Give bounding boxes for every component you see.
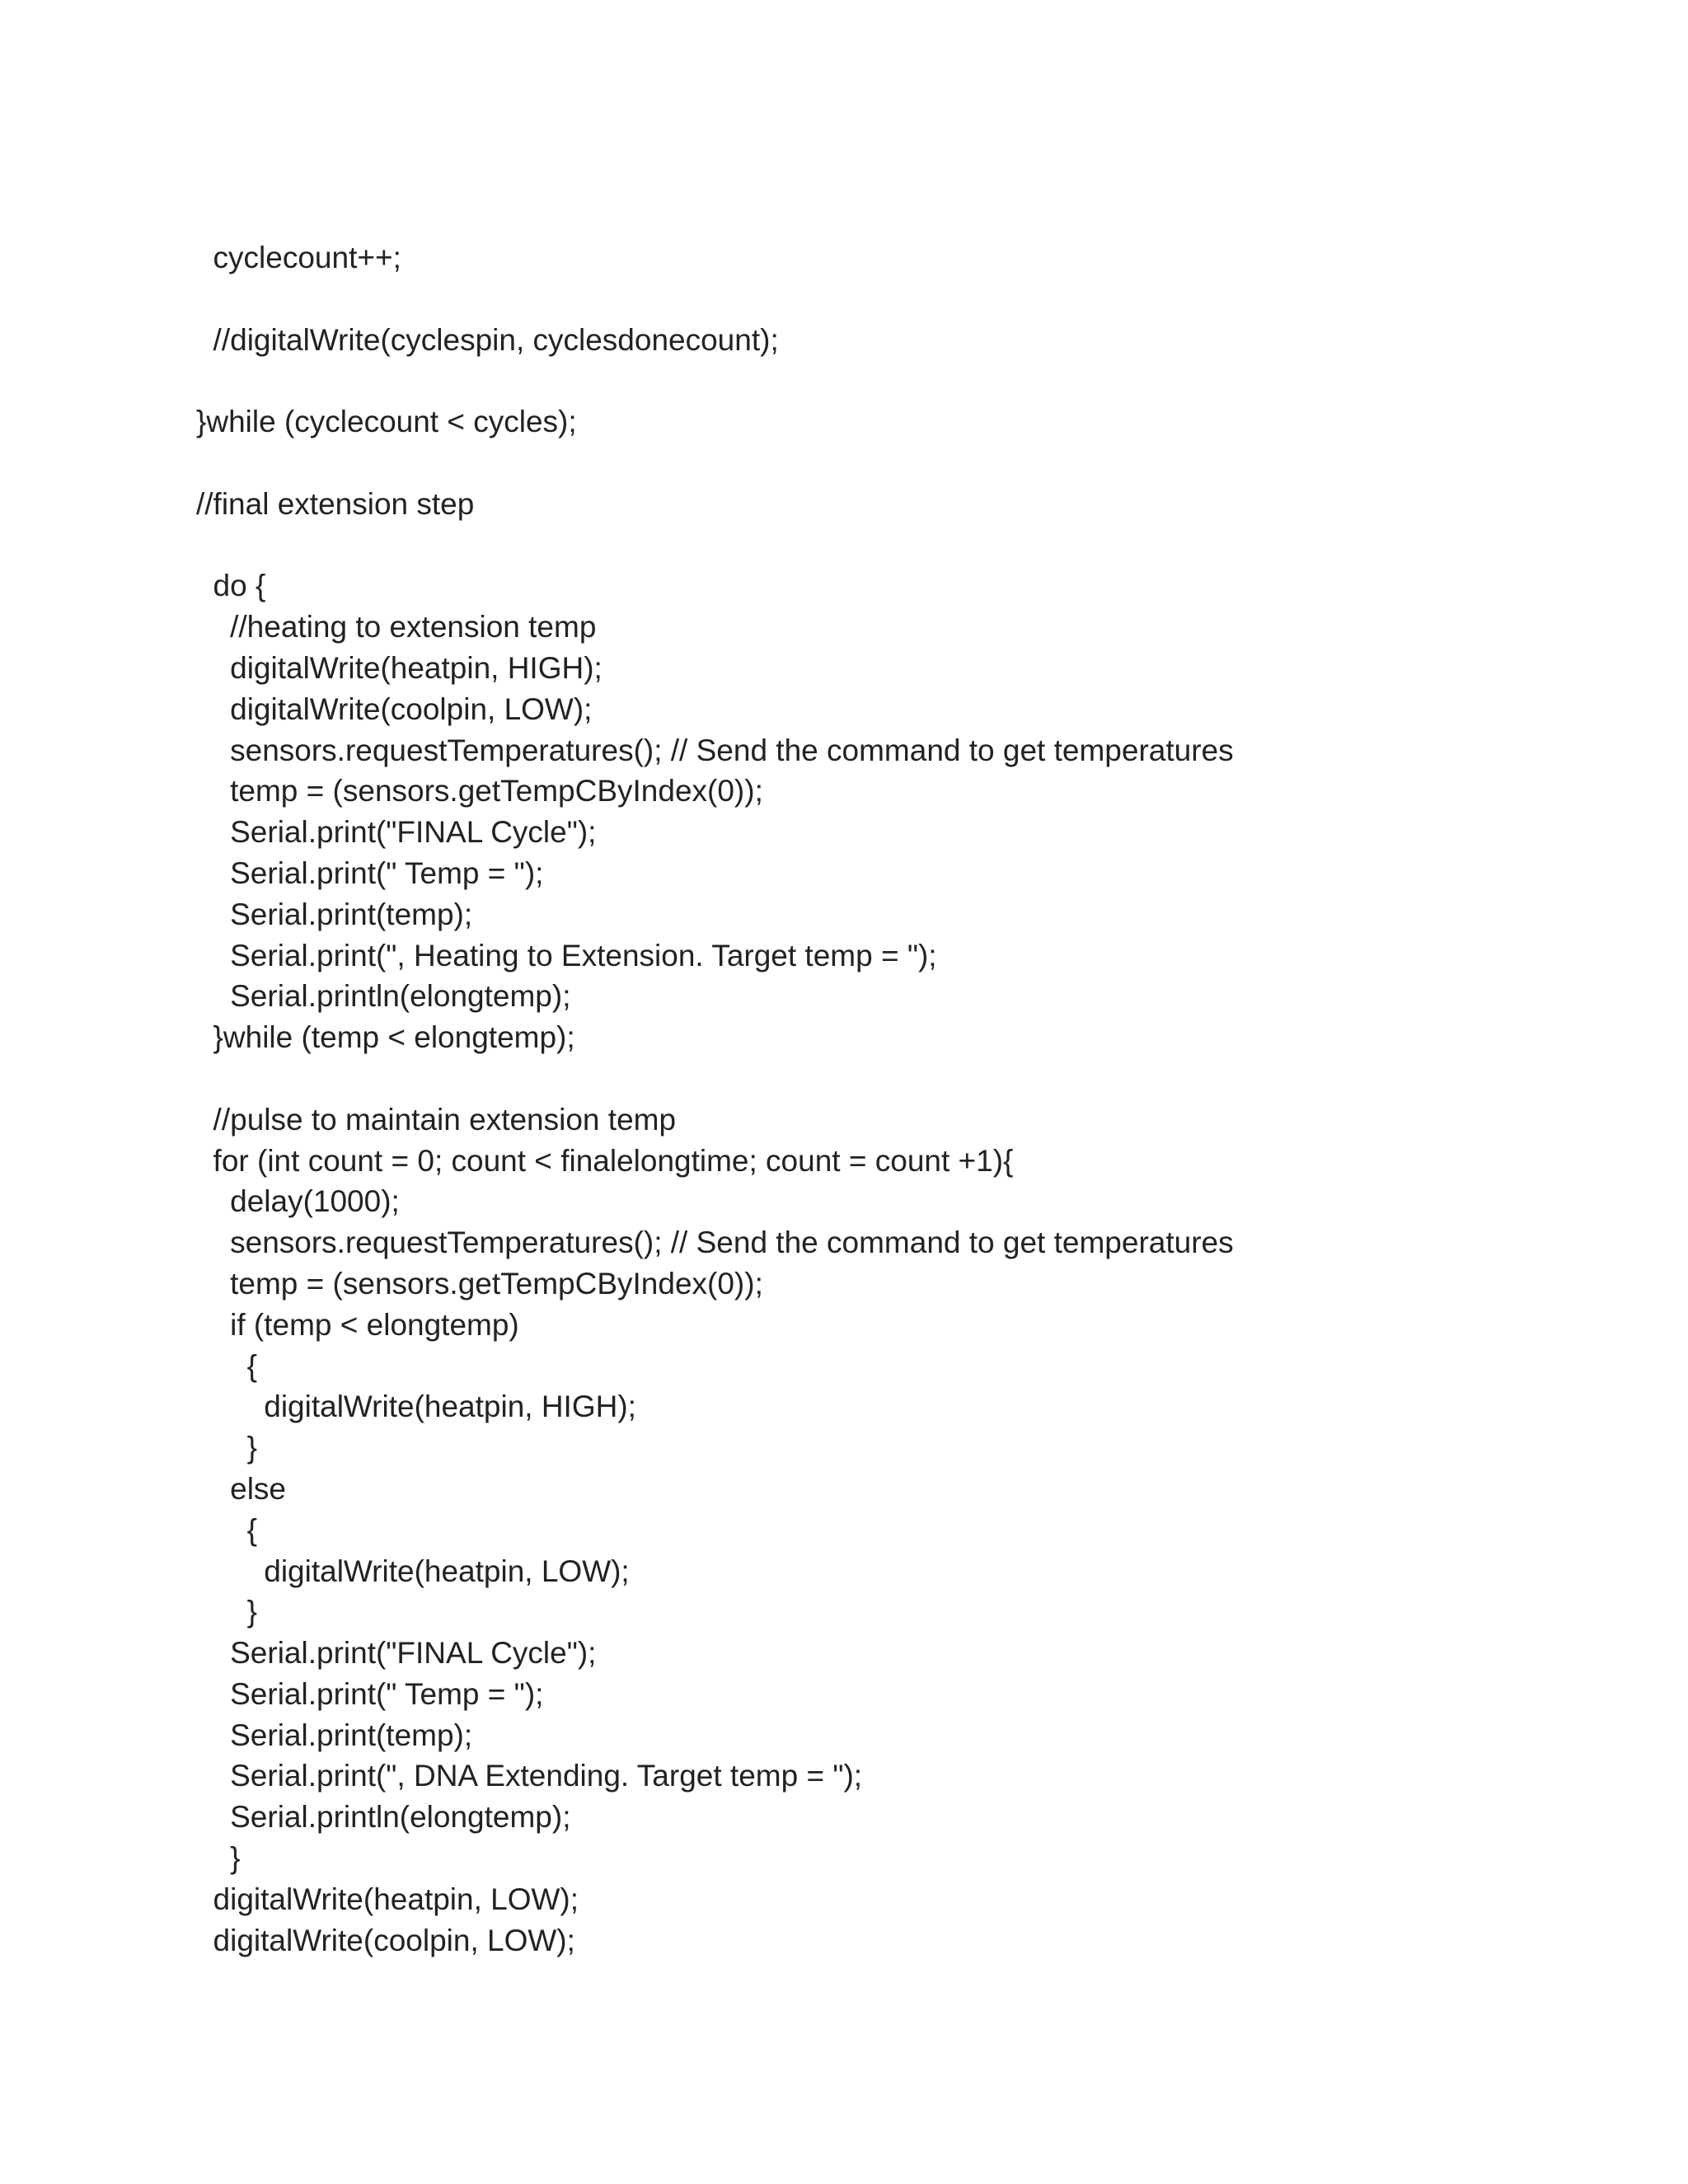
code-line [196, 1058, 1234, 1099]
code-line: Serial.print(" Temp = "); [196, 855, 544, 890]
code-line: } [196, 1595, 258, 1629]
code-line [196, 525, 1234, 566]
code-line: sensors.requestTemperatures(); // Send the command to get temperatures [196, 1226, 1234, 1260]
code-line [196, 443, 1234, 484]
code-line: Serial.print(", DNA Extending. Target temp = "); [196, 1759, 863, 1793]
code-line: Serial.print(" Temp = "); [196, 1676, 544, 1711]
code-line: Serial.print(temp); [196, 1718, 473, 1752]
code-line [196, 360, 1234, 401]
code-line: Serial.println(elongtemp); [196, 979, 571, 1014]
code-line: digitalWrite(coolpin, LOW); [196, 1923, 575, 1957]
code-line: do { [196, 569, 266, 603]
code-line: Serial.print(", Heating to Extension. Target temp = "); [196, 938, 937, 972]
code-line: digitalWrite(heatpin, LOW); [196, 1554, 630, 1588]
code-line: cyclecount++; [196, 241, 401, 274]
code-line: if (temp < elongtemp) [196, 1307, 519, 1342]
code-line: for (int count = 0; count < finalelongtime; count = count +1){ [196, 1143, 1014, 1178]
code-line [196, 279, 1234, 320]
code-line: { [196, 1512, 258, 1547]
code-line: sensors.requestTemperatures(); // Send the command to get temperatures [196, 733, 1234, 767]
code-line: } [196, 1841, 241, 1876]
code-line: digitalWrite(heatpin, LOW); [196, 1882, 579, 1916]
code-line: temp = (sensors.getTempCByIndex(0)); [196, 774, 763, 808]
code-line: }while (temp < elongtemp); [196, 1020, 575, 1055]
code-line: }while (cyclecount < cycles); [196, 405, 577, 439]
code-line: //pulse to maintain extension temp [196, 1102, 677, 1137]
code-line: } [196, 1431, 258, 1465]
code-line: Serial.print(temp); [196, 897, 473, 931]
code-line: //final extension step [196, 486, 475, 521]
code-line: Serial.print("FINAL Cycle"); [196, 815, 597, 850]
code-line: Serial.print("FINAL Cycle"); [196, 1636, 597, 1671]
code-line: //digitalWrite(cyclespin, cyclesdonecount); [196, 322, 779, 357]
code-block [196, 237, 1234, 1961]
code-line: digitalWrite(heatpin, HIGH); [196, 650, 603, 685]
code-line: { [196, 1348, 258, 1383]
code-line: temp = (sensors.getTempCByIndex(0)); [196, 1266, 763, 1301]
code-line: delay(1000); [196, 1184, 400, 1219]
code-line: else [196, 1471, 286, 1506]
code-line: digitalWrite(heatpin, HIGH); [196, 1390, 636, 1424]
code-line: Serial.println(elongtemp); [196, 1800, 571, 1835]
code-line: digitalWrite(coolpin, LOW); [196, 691, 593, 726]
code-line: //heating to extension temp [196, 610, 597, 644]
